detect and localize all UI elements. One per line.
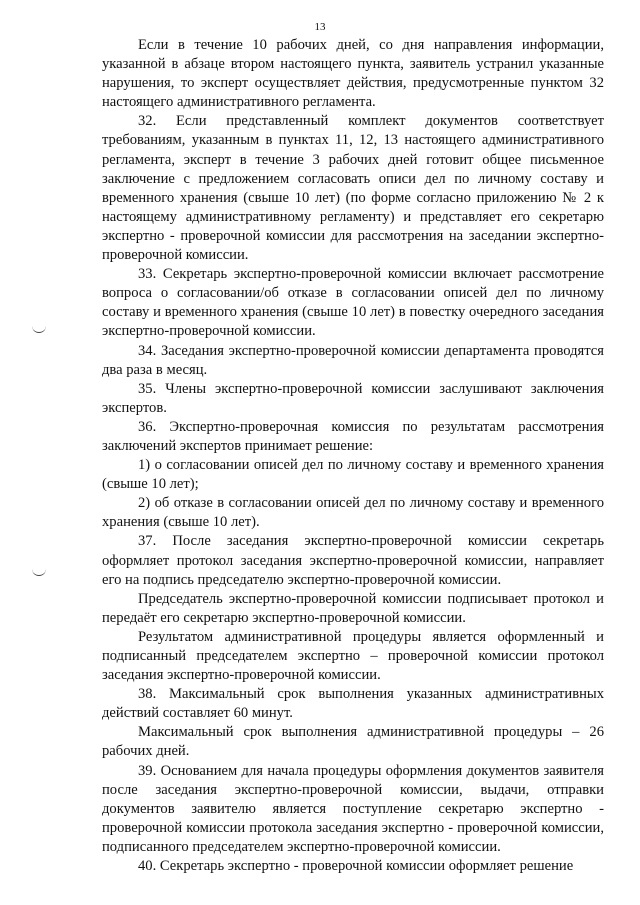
paragraph-33: 33. Секретарь экспертно-проверочной комиссии включает рассмотрение вопроса о согласовании/об отказе в согласовании описей дел по личному составу и временного хранения (свыше 10 лет) в повестку очередного заседания экспертно-проверочной комиссии.: [102, 266, 604, 340]
paragraph: Председатель экспертно-проверочной комиссии подписывает протокол и передаёт его секретарю экспертно-проверочной комиссии.: [102, 590, 604, 626]
paragraph-37: 37. После заседания экспертно-проверочной комиссии секретарь оформляет протокол заседания экспертно-проверочной комиссии, направляет его на подпись председателю экспертно-проверочной комиссии.: [102, 533, 604, 588]
binding-mark: [32, 324, 46, 333]
binding-mark: [32, 567, 46, 576]
document-body: [102, 36, 604, 876]
paragraph: Если в течение 10 рабочих дней, со дня направления информации, указанной в абзаце втором настоящего пункта, заявитель устранил указанные нарушения, то эксперт осуществляет действия, предусмотренные пунктом 32 настоящего административного регламента.: [102, 37, 604, 111]
paragraph-32: 32. Если представленный комплект документов соответствует требованиям, указанным в пунктах 11, 12, 13 настоящего административного регламента, эксперт в течение 3 рабочих дней готовит общее письменное заключение с предложением согласовать описи дел по личному составу и временного хранения (свыше 10 лет) (по форме согласно приложению № 2 к настоящему административному регламенту) и представляет его секретарю экспертно - проверочной комиссии для рассмотрения на заседании экспертно-проверочной комиссии.: [102, 113, 604, 264]
list-item-1: 1) о согласовании описей дел по личному составу и временного хранения (свыше 10 лет);: [102, 457, 604, 493]
paragraph-40: 40. Секретарь экспертно - проверочной комиссии оформляет решение: [138, 858, 574, 875]
paragraph-39: 39. Основанием для начала процедуры оформления документов заявителя после заседания экспертно-проверочной комиссии, выдачи, отправки документов заявителю является поступление секретарю экспертно - проверочной комиссии протокола заседания экспертно - проверочной комиссии, подписанного председателем экспертно-проверочной комиссии.: [102, 762, 604, 855]
paragraph: Результатом административной процедуры является оформленный и подписанный председателем экспертно – проверочной комиссии протокол заседания экспертно-проверочной комиссии.: [102, 628, 604, 684]
list-item-2: 2) об отказе в согласовании описей дел по личному составу и временного хранения (свыше 10 лет).: [102, 495, 604, 531]
paragraph: Максимальный срок выполнения административной процедуры – 26 рабочих дней.: [102, 724, 604, 760]
page-number: 13: [314, 21, 326, 33]
paragraph-36: 36. Экспертно-проверочная комиссия по результатам рассмотрения заключений экспертов принимает решение:: [102, 418, 604, 454]
paragraph-34: 34. Заседания экспертно-проверочной комиссии департамента проводятся два раза в месяц.: [102, 342, 604, 378]
paragraph-35: 35. Члены экспертно-проверочной комиссии заслушивают заключения экспертов.: [102, 380, 604, 416]
paragraph-38: 38. Максимальный срок выполнения указанных административных действий составляет 60 минут.: [102, 686, 604, 722]
